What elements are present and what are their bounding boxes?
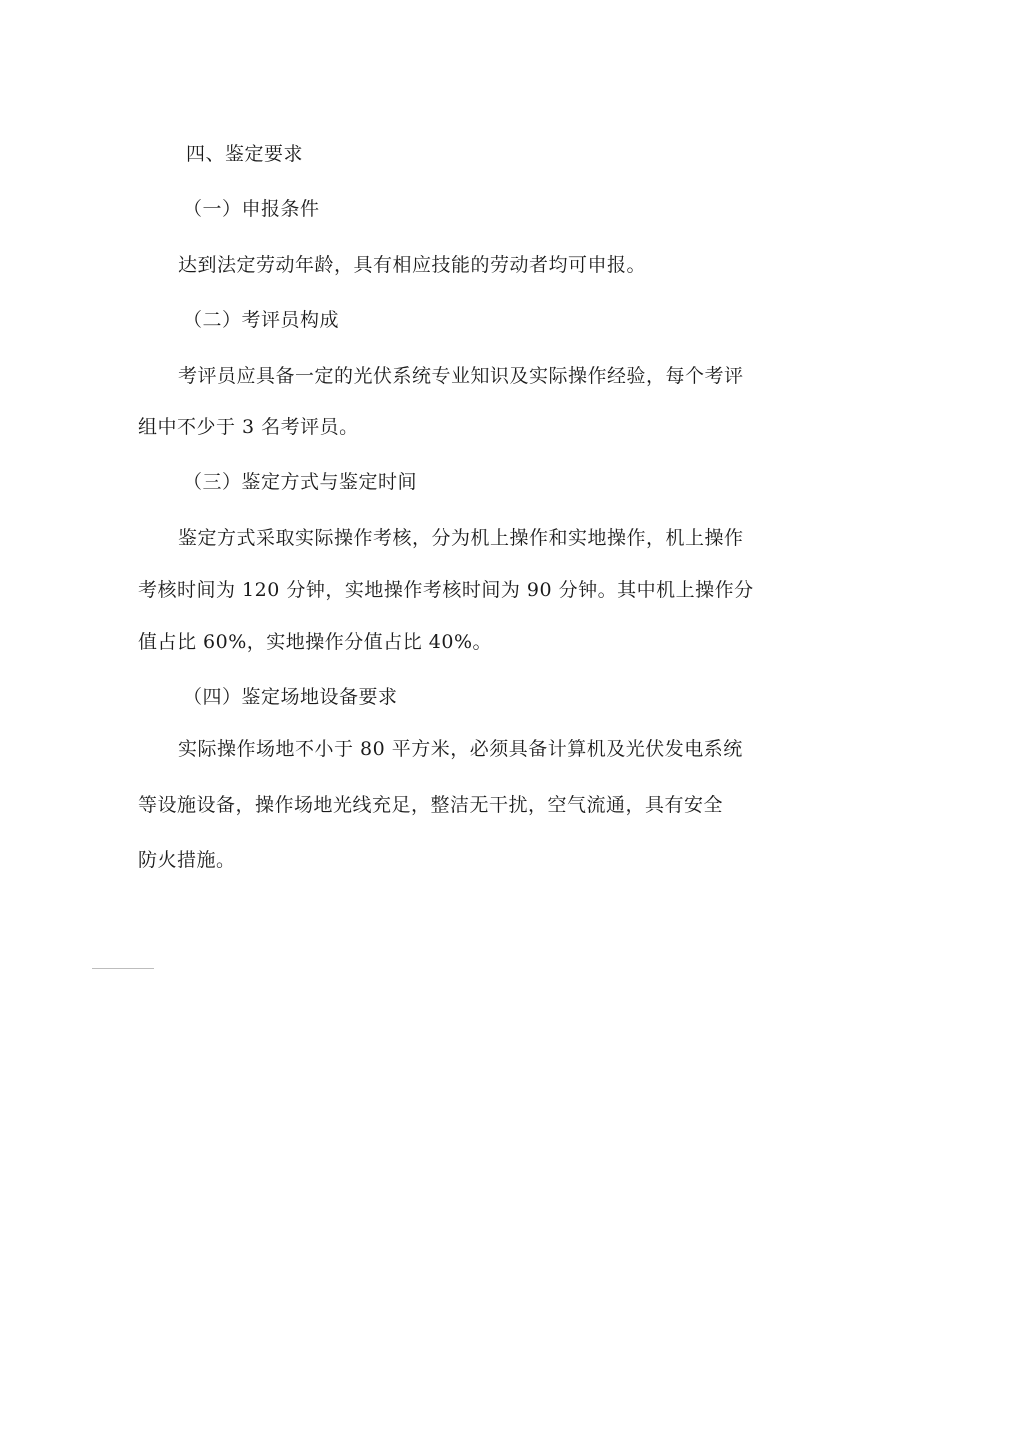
paragraph-line: 实际操作场地不小于 80 平方米，必须具备计算机及光伏发电系统: [178, 738, 743, 760]
paragraph-line: 考评员应具备一定的光伏系统专业知识及实际操作经验，每个考评: [178, 365, 744, 387]
subsection-heading-1: （一）申报条件: [183, 198, 320, 220]
paragraph-line: 达到法定劳动年龄，具有相应技能的劳动者均可申报。: [178, 254, 647, 276]
paragraph-line: 值占比 60%，实地操作分值占比 40%。: [138, 631, 493, 653]
subsection-heading-4: （四）鉴定场地设备要求: [183, 686, 398, 708]
footnote-separator: [92, 968, 154, 969]
section-title: 四、鉴定要求: [186, 143, 304, 165]
paragraph-line: 组中不少于 3 名考评员。: [138, 416, 359, 438]
paragraph-line: 鉴定方式采取实际操作考核，分为机上操作和实地操作，机上操作: [178, 527, 744, 549]
paragraph-line: 考核时间为 120 分钟，实地操作考核时间为 90 分钟。其中机上操作分: [138, 579, 754, 601]
subsection-heading-2: （二）考评员构成: [183, 309, 340, 331]
subsection-heading-3: （三）鉴定方式与鉴定时间: [183, 471, 418, 493]
paragraph-line: 等设施设备，操作场地光线充足，整洁无干扰，空气流通，具有安全: [138, 794, 724, 816]
paragraph-line: 防火措施。: [138, 849, 236, 871]
